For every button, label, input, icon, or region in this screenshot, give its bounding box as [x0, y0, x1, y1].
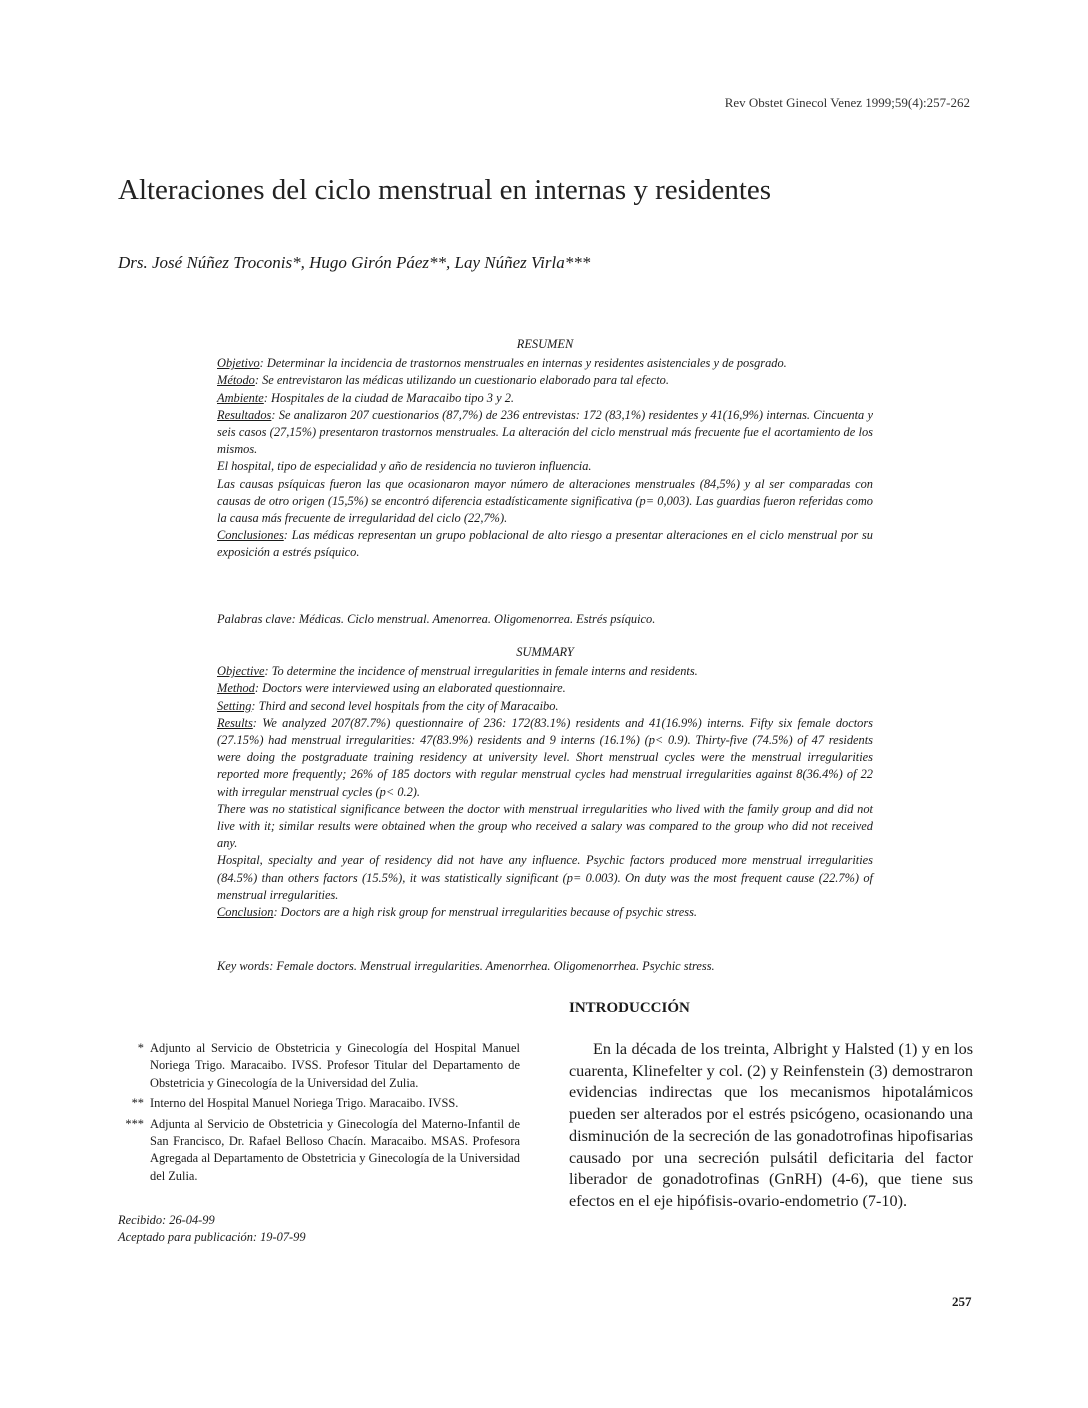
submission-dates — [118, 1212, 306, 1247]
resumen-ambiente — [217, 390, 873, 407]
page-number: 257 — [952, 1294, 972, 1309]
objetivo-text: : Determinar la incidencia de trastornos menstruales en internas y residentes asistenciales y de posgrado. — [259, 356, 787, 371]
objetivo-label: Objetivo — [217, 356, 260, 371]
received-date: Recibido: 26-04-99 — [118, 1213, 215, 1227]
summary-section — [217, 644, 873, 921]
author-footnotes — [118, 1040, 520, 1188]
article-title: Alteraciones del ciclo menstrual en internas y residentes — [118, 174, 772, 206]
resumen-causas: Las causas psíquicas fueron las que ocasionaron mayor número de alteraciones menstruales (84,5%) y al ser comparadas con causas de otro origen (15,5%) se encontró diferencia estadísticamente significativa (p= 0,003). Las guardias fueron referidas como la causa más frecuente de irregularidad del ciclo (22,7%). — [217, 476, 873, 526]
setting-text: : Third and second level hospitals from the city of Maracaibo. — [251, 698, 559, 713]
method-label: Method — [217, 681, 255, 696]
footnote-text: Interno del Hospital Manuel Noriega Trigo. Maracaibo. IVSS. — [150, 1096, 459, 1111]
footnote — [118, 1116, 520, 1186]
conclusion-label: Conclusion — [217, 905, 274, 920]
conclusiones-text: : Las médicas representan un grupo poblacional de alto riesgo a presentar alteraciones en el ciclo menstrual por su exposición a estrés psíquico. — [217, 528, 873, 560]
palabras-clave: Palabras clave: Médicas. Ciclo menstrual. Amenorrea. Oligomenorrea. Estrés psíquico. — [217, 612, 656, 626]
summary-setting — [217, 698, 873, 715]
ambiente-text: : Hospitales de la ciudad de Maracaibo tipo 3 y 2. — [263, 390, 514, 405]
summary-heading: SUMMARY — [516, 645, 574, 659]
resumen-metodo — [217, 372, 873, 389]
summary-results — [217, 715, 873, 801]
footnote-text: Adjunta al Servicio de Obstetricia y Ginecología del Materno-Infantil de San Francisco, Dr. Rafael Belloso Chacín. Maracaibo. MSAS. Profesora Agregada al Departamento de Obstetricia y Ginecología de la Universidad del Zulia. — [150, 1116, 520, 1183]
summary-conclusion — [217, 904, 873, 921]
results-label: Results — [217, 715, 253, 730]
accepted-date: Aceptado para publicación: 19-07-99 — [118, 1230, 306, 1245]
footnote-mark: * — [137, 1041, 144, 1055]
method-text: : Doctors were interviewed using an elaborated questionnaire. — [254, 681, 566, 696]
introduction-body: En la década de los treinta, Albright y Halsted (1) y en los cuarenta, Klinefelter y col. (2) y Reinfenstein (3) demostraron evidencias indirectas que los mecanismos hipotalámicos pueden ser alterados por el estrés psicógeno, ocasionando una disminución de la secreción de las gonadotrofinas hipofisarias causado por una secreción pulsátil deficitaria del factor liberador de gonadotrofinas (GnRH) (4-6), que tiene sus efectos en el eje hipófisis-ovario-endometrio (7-10). — [569, 1040, 973, 1210]
summary-method — [217, 680, 873, 697]
footnote — [118, 1040, 520, 1092]
results-text: : We analyzed 207(87.7%) questionnaire of 236: 172(83.1%) residents and 41(16.9%) interns. Fifty six female doctors (27.15%) had menstrual irregularities: 47(83.9%) residents and 9 interns (16.1%) (p< 0.9). Thirty-five (74.5%) of 47 residents were doing the postgraduate training residency at university level. Short menstrual cycles were the menstrual irregularities reported more frequently; 26% of 185 doctors with regular menstrual cycles had menstrual irregularities against 8(36.4%) of 22 with irregular menstrual cycles (p< 0.2). — [217, 715, 873, 799]
footnote-mark: ** — [131, 1096, 144, 1111]
authors-line: Drs. José Núñez Troconis*, Hugo Girón Páez**, Lay Núñez Virla*** — [118, 253, 591, 272]
resumen-objetivo — [217, 355, 873, 372]
setting-label: Setting — [217, 698, 252, 713]
key-words: Key words: Female doctors. Menstrual irregularities. Amenorrhea. Oligomenorrhea. Psychic stress. — [217, 959, 715, 973]
objective-label: Objective — [217, 664, 265, 679]
summary-hospital: Hospital, specialty and year of residency did not have any influence. Psychic factors produced more menstrual irregularities (84.5%) than others factors (15.5%), it was statistically significant (p= 0.003). On duty was the most frequent cause (22.7%) of menstrual irregularities. — [217, 853, 873, 902]
running-head: Rev Obstet Ginecol Venez 1999;59(4):257-262 — [724, 95, 970, 110]
metodo-text: : Se entrevistaron las médicas utilizando un cuestionario elaborado para tal efecto. — [254, 373, 669, 388]
summary-objective — [217, 663, 873, 680]
objective-text: : To determine the incidence of menstrual irregularities in female interns and residents. — [264, 664, 698, 679]
ambiente-label: Ambiente — [217, 390, 264, 405]
resultados-text: : Se analizaron 207 cuestionarios (87,7%) de 236 entrevistas: 172 (83,1%) residentes y 41(16,9%) internas. Cincuenta y seis casos (27,15%) presentaron trastornos menstruales. La alteración del ciclo menstrual más frecuente fue el acortamiento de los mismos. — [217, 407, 873, 457]
resumen-section — [217, 336, 873, 562]
conclusiones-label: Conclusiones — [217, 528, 284, 543]
conclusion-text: : Doctors are a high risk group for menstrual irregularities because of psychic stress. — [273, 905, 697, 920]
footnote-mark: *** — [125, 1116, 144, 1131]
metodo-label: Método — [217, 373, 255, 388]
resumen-hospital: El hospital, tipo de especialidad y año de residencia no tuvieron influencia. — [217, 459, 592, 474]
footnote-text: Adjunto al Servicio de Obstetricia y Ginecología del Hospital Manuel Noriega Trigo. Maracaibo. IVSS. Profesor Titular del Departamento de Obstetricia y Ginecología de la Universidad del Zulia. — [150, 1041, 520, 1090]
resultados-label: Resultados — [217, 407, 272, 422]
resumen-heading: RESUMEN — [516, 337, 574, 351]
resumen-resultados — [217, 407, 873, 459]
summary-statistical: There was no statistical significance between the doctor with menstrual irregularities who lived with the family group and did not live with it; similar results were obtained when the group who received a salary was compared to the group who did not received any. — [217, 801, 873, 851]
resumen-conclusiones — [217, 527, 873, 561]
footnote — [118, 1095, 520, 1112]
introduction-heading: INTRODUCCIÓN — [569, 1000, 690, 1016]
